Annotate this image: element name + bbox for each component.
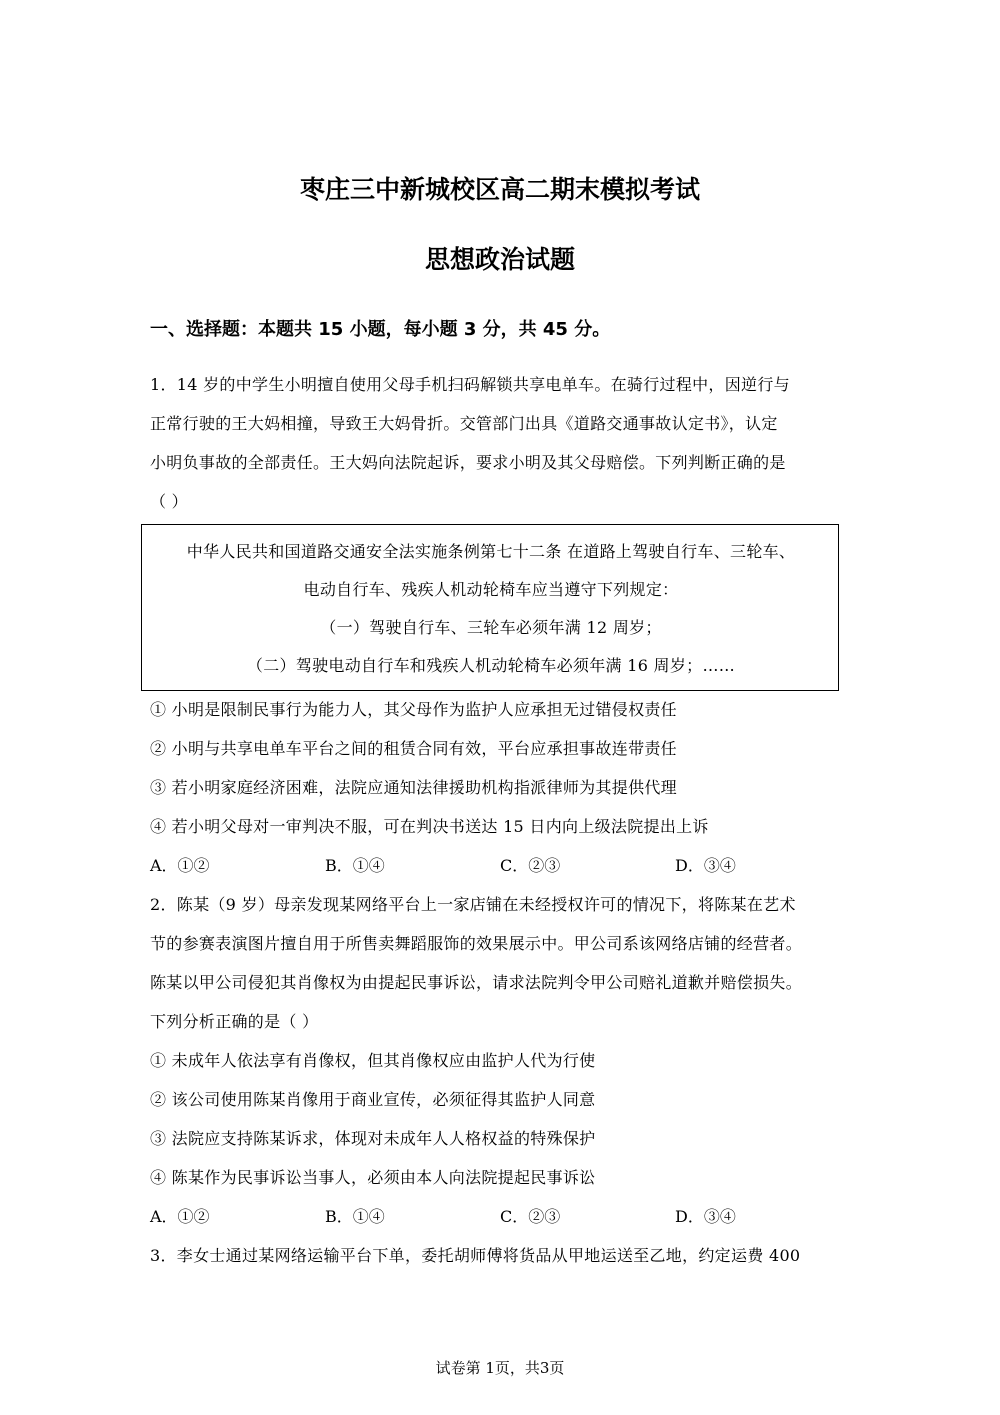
option-b[interactable]: B．①④ [325,1207,385,1226]
material-line: （一）驾驶自行车、三轮车必须年满 12 周岁； [320,618,662,637]
question-stem-line: 2．陈某（9 岁）母亲发现某网络平台上一家店铺在未经授权许可的情况下，将陈某在艺术 [150,895,796,914]
option-d[interactable]: D．③④ [675,856,736,875]
option-c[interactable]: C．②③ [500,856,561,875]
question-stem-line: 节的参赛表演图片擅自用于所售卖舞蹈服饰的效果展示中。甲公司系该网络店铺的经营者。 [150,934,803,953]
exam-subtitle: 思想政治试题 [424,245,575,274]
option-c[interactable]: C．②③ [500,1207,561,1226]
statement-item: ③ 法院应支持陈某诉求，体现对未成年人人格权益的特殊保护 [150,1129,596,1148]
material-line: 电动自行车、残疾人机动轮椅车应当遵守下列规定： [303,580,679,599]
material-line: （二）驾驶电动自行车和残疾人机动轮椅车必须年满 16 周岁；…… [246,656,736,675]
material-line: 中华人民共和国道路交通安全法实施条例第七十二条 在道路上驾驶自行车、三轮车、 [186,542,796,561]
statement-item: ② 该公司使用陈某肖像用于商业宣传，必须征得其监护人同意 [150,1090,596,1109]
section-heading: 一、选择题：本题共 15 小题，每小题 3 分，共 45 分。 [150,319,611,340]
answer-bracket: （ ） [150,492,188,511]
legal-material-box [141,524,839,691]
page-footer: 试卷第 1页，共3页 [435,1359,565,1377]
question-stem-line: 1．14 岁的中学生小明擅自使用父母手机扫码解锁共享电单车。在骑行过程中，因逆行与 [150,375,790,394]
option-a[interactable]: A．①② [150,1207,210,1226]
option-a[interactable]: A．①② [150,856,210,875]
exam-title: 枣庄三中新城校区高二期末模拟考试 [299,175,700,204]
option-b[interactable]: B．①④ [325,856,385,875]
statement-item: ④ 若小明父母对一审判决不服，可在判决书送达 15 日内向上级法院提出上诉 [150,817,709,836]
question-stem-line: 小明负事故的全部责任。王大妈向法院起诉，要求小明及其父母赔偿。下列判断正确的是 [150,453,786,472]
statement-item: ② 小明与共享电单车平台之间的租赁合同有效，平台应承担事故连带责任 [150,739,677,758]
question-stem-line: 3．李女士通过某网络运输平台下单，委托胡师傅将货品从甲地运送至乙地，约定运费 400 [150,1246,801,1265]
question-stem-line: 正常行驶的王大妈相撞，导致王大妈骨折。交管部门出具《道路交通事故认定书》，认定 [150,414,778,433]
statement-item: ① 小明是限制民事行为能力人，其父母作为监护人应承担无过错侵权责任 [150,700,677,719]
statement-item: ④ 陈某作为民事诉讼当事人，必须由本人向法院提起民事诉讼 [150,1168,596,1187]
option-d[interactable]: D．③④ [675,1207,736,1226]
question-stem-line: 下列分析正确的是（ ） [150,1012,319,1031]
question-stem-line: 陈某以甲公司侵犯其肖像权为由提起民事诉讼，请求法院判令甲公司赔礼道歉并赔偿损失。 [150,973,803,992]
statement-item: ③ 若小明家庭经济困难，法院应通知法律援助机构指派律师为其提供代理 [150,778,677,797]
statement-item: ① 未成年人依法享有肖像权，但其肖像权应由监护人代为行使 [150,1051,596,1070]
